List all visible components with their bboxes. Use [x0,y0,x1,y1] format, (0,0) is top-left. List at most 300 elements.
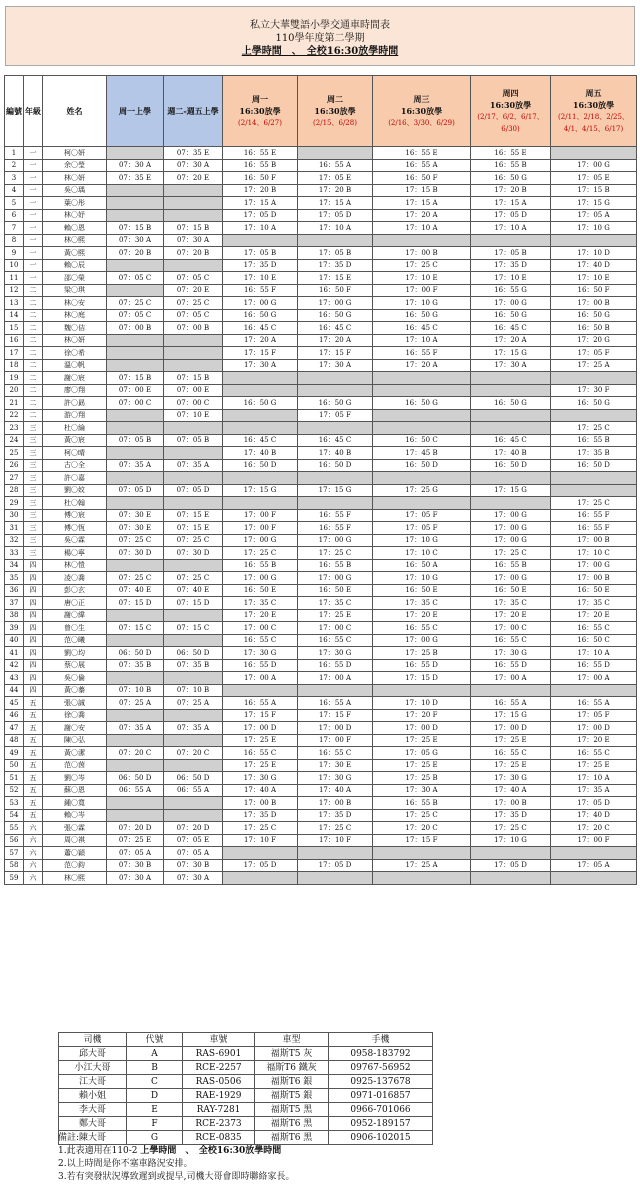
row-grade: 三 [24,534,43,547]
row-tue-fri-am: 06：55 A [164,784,223,797]
row-num: 35 [5,572,24,585]
row-num: 14 [5,309,24,322]
row-name: 許〇嘉 [43,472,107,485]
row-mon-pm [223,684,298,697]
row-tue-fri-am: 07：05 B [164,434,223,447]
row-num: 19 [5,372,24,385]
row-grade: 二 [24,322,43,335]
row-wed-pm: 16：55 D [373,659,471,672]
row-mon-am: 07：25 C [107,572,164,585]
row-thu-pm: 17：10 G [471,834,551,847]
row-tue-fri-am [164,447,223,460]
row-grade: 四 [24,572,43,585]
row-num: 26 [5,459,24,472]
row-mon-am [107,634,164,647]
row-thu-pm: 17：00 D [471,722,551,735]
row-grade: 一 [24,222,43,235]
row-mon-am: 07：40 E [107,584,164,597]
row-tue-pm: 17：05 D [298,209,373,222]
row-grade: 四 [24,584,43,597]
row-tue-pm: 17：25 C [298,822,373,835]
row-mon-am: 07：30 D [107,547,164,560]
row-name: 張〇霖 [43,822,107,835]
row-grade: 三 [24,434,43,447]
row-name: 張〇誠 [43,697,107,710]
col-thu-pm-dates: (2/17、6/2、6/17、6/30) [477,113,544,133]
row-num: 23 [5,422,24,435]
row-name: 賴〇岑 [43,809,107,822]
row-fri-pm: 17：10 G [551,222,637,235]
col-mon-pm-time: 16:30放學 [239,106,281,116]
row-tue-pm: 17：05 E [298,172,373,185]
driver-phone: 09767-56952 [329,1061,433,1075]
table-row [5,422,637,435]
col-tue-fri-am: 週二-週五上學 [164,76,223,147]
row-grade: 五 [24,809,43,822]
row-num: 13 [5,297,24,310]
driver-phone: 0971-016857 [329,1089,433,1103]
row-name: 林〇妍 [43,172,107,185]
row-mon-pm: 17：30 G [223,647,298,660]
row-name: 葉〇彤 [43,197,107,210]
drivers-col-plate: 車號 [183,1033,255,1047]
row-tue-fri-am [164,359,223,372]
row-mon-am: 07：30 E [107,522,164,535]
row-grade: 一 [24,247,43,260]
row-mon-am: 07：30 A [107,872,164,885]
row-mon-pm: 16：50 D [223,459,298,472]
row-mon-pm: 17：30 A [223,359,298,372]
row-num: 10 [5,259,24,272]
row-grade: 三 [24,522,43,535]
row-mon-am: 07：10 B [107,684,164,697]
driver-row [59,1117,433,1131]
row-grade: 六 [24,834,43,847]
table-row [5,597,637,610]
row-mon-pm: 17：10 A [223,222,298,235]
row-mon-pm [223,497,298,510]
document-subtitle: 110學年度第二學期 [275,33,365,44]
row-mon-am [107,734,164,747]
row-grade: 二 [24,347,43,360]
row-num: 22 [5,409,24,422]
row-wed-pm: 17：25 G [373,484,471,497]
row-mon-am [107,334,164,347]
row-tue-fri-am: 07：15 D [164,597,223,610]
row-tue-pm: 17：25 C [298,547,373,560]
row-fri-pm: 16：55 F [551,509,637,522]
driver-code: A [127,1047,183,1061]
row-num: 32 [5,534,24,547]
row-mon-pm: 17：20 A [223,334,298,347]
row-mon-am [107,497,164,510]
row-wed-pm: 16：55 A [373,159,471,172]
row-name: 劉〇岑 [43,772,107,785]
row-name: 游〇翔 [43,409,107,422]
row-tue-pm: 17：35 D [298,259,373,272]
row-wed-pm: 17：25 C [373,809,471,822]
row-tue-pm: 16：45 C [298,322,373,335]
row-wed-pm: 17：20 F [373,709,471,722]
row-mon-pm: 16：55 C [223,634,298,647]
row-mon-pm: 17：00 C [223,622,298,635]
row-fri-pm [551,684,637,697]
row-tue-pm: 17：00 G [298,297,373,310]
col-wed-pm-label: 周三 [413,94,430,104]
table-row [5,347,637,360]
row-wed-pm [373,372,471,385]
row-tue-pm: 17：10 A [298,222,373,235]
row-num: 24 [5,434,24,447]
row-num: 57 [5,847,24,860]
row-mon-am: 07：30 B [107,859,164,872]
row-tue-pm: 17：30 G [298,647,373,660]
row-grade: 一 [24,259,43,272]
document-scope: 上學時間 、 全校16:30放學時間 [241,46,399,57]
row-tue-fri-am: 07：35 B [164,659,223,672]
row-wed-pm [373,234,471,247]
col-num: 編號 [5,76,24,147]
driver-name: 小江大哥 [59,1061,127,1075]
row-mon-am: 07：05 D [107,484,164,497]
driver-code: F [127,1117,183,1131]
drivers-table [58,1032,433,1145]
driver-name: 鄭大哥 [59,1117,127,1131]
row-fri-pm: 17：20 G [551,334,637,347]
row-num: 53 [5,797,24,810]
row-mon-am [107,147,164,160]
row-tue-pm: 17：40 A [298,784,373,797]
driver-phone: 0966-701066 [329,1103,433,1117]
row-mon-pm: 16：45 C [223,322,298,335]
row-thu-pm: 17：30 G [471,772,551,785]
row-mon-pm [223,847,298,860]
row-wed-pm [373,684,471,697]
row-wed-pm: 17：00 F [373,284,471,297]
driver-name: 李大哥 [59,1103,127,1117]
row-fri-pm: 17：15 B [551,184,637,197]
row-name: 杜〇翰 [43,497,107,510]
row-grade: 五 [24,697,43,710]
row-mon-am: 07：20 D [107,822,164,835]
row-mon-am: 07：30 E [107,509,164,522]
document-title: 私立大華雙語小學交通車時間表 [250,20,390,31]
row-mon-pm: 17：25 C [223,822,298,835]
row-fri-pm: 16：50 C [551,634,637,647]
row-tue-fri-am [164,809,223,822]
row-grade: 二 [24,372,43,385]
row-thu-pm [471,372,551,385]
table-row [5,622,637,635]
row-tue-fri-am [164,634,223,647]
row-thu-pm [471,234,551,247]
row-tue-fri-am: 07：35 A [164,459,223,472]
row-tue-pm [298,422,373,435]
row-tue-fri-am: 06：50 D [164,772,223,785]
table-row [5,659,637,672]
row-num: 34 [5,559,24,572]
row-tue-pm [298,847,373,860]
drivers-header-row [59,1033,433,1047]
drivers-col-driver: 司機 [59,1033,127,1047]
row-name: 黃〇宸 [43,434,107,447]
schedule-body [5,147,637,885]
row-name: 邵〇榮 [43,272,107,285]
table-row [5,322,637,335]
row-fri-pm: 16：55 A [551,697,637,710]
row-name: 曾〇生 [43,622,107,635]
row-mon-pm: 17：15 F [223,709,298,722]
row-fri-pm [551,472,637,485]
col-tue-pm [298,76,373,147]
row-num: 48 [5,734,24,747]
row-grade: 六 [24,872,43,885]
row-wed-pm: 17：20 A [373,359,471,372]
row-grade: 一 [24,147,43,160]
row-fri-pm: 17：20 E [551,734,637,747]
row-wed-pm: 16：55 F [373,347,471,360]
row-mon-am [107,609,164,622]
driver-code: C [127,1075,183,1089]
row-name: 蘇〇恩 [43,784,107,797]
row-tue-fri-am: 07：30 A [164,234,223,247]
row-mon-am: 07：15 B [107,372,164,385]
row-grade: 二 [24,297,43,310]
table-row [5,497,637,510]
row-thu-pm: 16：55 C [471,747,551,760]
driver-code: B [127,1061,183,1075]
row-mon-am: 06：55 A [107,784,164,797]
row-grade: 五 [24,784,43,797]
row-mon-am: 07：05 B [107,434,164,447]
table-row [5,722,637,735]
row-thu-pm [471,847,551,860]
row-name: 賴〇恩 [43,222,107,235]
col-thu-pm [471,76,551,147]
driver-name: 賴小姐 [59,1089,127,1103]
row-tue-pm: 16：55 A [298,697,373,710]
row-mon-am [107,559,164,572]
driver-phone: 0952-189157 [329,1117,433,1131]
row-fri-pm [551,872,637,885]
table-row [5,834,637,847]
row-mon-pm [223,372,298,385]
driver-row [59,1075,433,1089]
table-row [5,384,637,397]
row-grade: 五 [24,709,43,722]
row-tue-fri-am: 07：25 C [164,572,223,585]
row-wed-pm: 17：10 C [373,547,471,560]
driver-model: 福斯T6 鐵灰 [255,1061,329,1075]
row-fri-pm: 17：20 C [551,822,637,835]
schedule-table [4,75,637,885]
table-row [5,572,637,585]
col-tue-pm-time: 16:30放學 [314,106,356,116]
row-num: 46 [5,709,24,722]
row-grade: 五 [24,747,43,760]
row-grade: 二 [24,284,43,297]
row-num: 59 [5,872,24,885]
table-row [5,159,637,172]
driver-name: 邱大哥 [59,1047,127,1061]
row-thu-pm: 16：55 A [471,697,551,710]
row-name: 蔡〇展 [43,659,107,672]
driver-row [59,1047,433,1061]
row-grade: 三 [24,459,43,472]
notes-section [58,1132,628,1184]
row-mon-pm: 16：50 G [223,309,298,322]
row-fri-pm: 17：05 D [551,797,637,810]
row-wed-pm [373,847,471,860]
row-mon-pm: 16：55 B [223,159,298,172]
row-wed-pm: 17：25 B [373,772,471,785]
driver-code: E [127,1103,183,1117]
row-thu-pm: 16：55 B [471,159,551,172]
table-row [5,709,637,722]
table-row [5,797,637,810]
row-wed-pm: 17：10 G [373,297,471,310]
table-row [5,472,637,485]
row-tue-fri-am: 07：30 D [164,547,223,560]
row-tue-pm: 17：15 G [298,484,373,497]
row-mon-am: 07：00 E [107,384,164,397]
row-wed-pm: 17：30 A [373,784,471,797]
driver-row [59,1103,433,1117]
row-mon-am: 07：30 A [107,159,164,172]
row-tue-fri-am: 07：15 B [164,222,223,235]
table-row [5,297,637,310]
row-mon-am: 07：35 E [107,172,164,185]
drivers-col-model: 車型 [255,1033,329,1047]
row-tue-fri-am [164,259,223,272]
row-mon-am [107,284,164,297]
row-fri-pm: 16：55 B [551,434,637,447]
row-tue-pm: 16：50 F [298,284,373,297]
table-row [5,172,637,185]
row-grade: 二 [24,409,43,422]
row-thu-pm: 17：20 E [471,609,551,622]
row-thu-pm: 17：00 G [471,572,551,585]
row-tue-fri-am: 07：20 E [164,284,223,297]
table-row [5,234,637,247]
row-num: 49 [5,747,24,760]
row-tue-pm: 16：55 F [298,522,373,535]
row-fri-pm: 17：05 A [551,859,637,872]
row-name: 傅〇宸 [43,509,107,522]
row-name: 陳〇弘 [43,734,107,747]
row-num: 42 [5,659,24,672]
row-tue-pm: 17：00 G [298,572,373,585]
row-name: 楊〇寧 [43,547,107,560]
table-row [5,359,637,372]
row-num: 47 [5,722,24,735]
row-tue-pm: 17：30 E [298,759,373,772]
driver-plate: RCE-0835 [183,1131,255,1145]
row-tue-fri-am [164,559,223,572]
row-name: 謝〇宸 [43,372,107,385]
row-fri-pm: 17：10 A [551,647,637,660]
row-fri-pm: 17：10 C [551,547,637,560]
driver-model: 福斯T5 銀 [255,1089,329,1103]
row-tue-pm: 17：05 B [298,247,373,260]
row-num: 41 [5,647,24,660]
row-mon-am: 07：35 A [107,722,164,735]
row-tue-pm: 16：45 C [298,434,373,447]
row-thu-pm: 17：10 E [471,272,551,285]
row-tue-fri-am: 06：50 D [164,647,223,660]
row-num: 27 [5,472,24,485]
row-mon-pm: 17：00 B [223,797,298,810]
row-mon-pm: 17：00 F [223,509,298,522]
row-num: 28 [5,484,24,497]
row-tue-pm: 16：55 A [298,159,373,172]
row-name: 余〇瑩 [43,159,107,172]
row-tue-fri-am: 07：00 E [164,384,223,397]
row-tue-fri-am: 07：25 C [164,534,223,547]
row-num: 21 [5,397,24,410]
row-num: 9 [5,247,24,260]
row-tue-pm [298,684,373,697]
row-num: 8 [5,234,24,247]
row-fri-pm: 16：50 F [551,284,637,297]
row-num: 39 [5,622,24,635]
row-num: 58 [5,859,24,872]
col-fri-pm-label: 周五 [585,88,602,98]
row-tue-fri-am: 07：05 D [164,484,223,497]
row-tue-pm: 17：35 D [298,809,373,822]
row-thu-pm: 17：25 C [471,547,551,560]
row-mon-pm: 16：45 C [223,434,298,447]
row-mon-pm: 17：00 G [223,297,298,310]
row-grade: 四 [24,684,43,697]
row-wed-pm: 17：25 E [373,759,471,772]
row-tue-fri-am: 07：15 E [164,522,223,535]
row-thu-pm: 16：50 G [471,397,551,410]
row-tue-fri-am: 07：10 B [164,684,223,697]
row-wed-pm: 17：15 A [373,197,471,210]
row-mon-am: 07：15 D [107,597,164,610]
schedule-header-row [5,76,637,147]
row-fri-pm: 16：55 C [551,622,637,635]
row-mon-pm: 16：55 E [223,147,298,160]
table-row [5,209,637,222]
col-tue-pm-label: 周二 [327,94,343,104]
row-grade: 四 [24,659,43,672]
table-row [5,334,637,347]
row-num: 11 [5,272,24,285]
row-thu-pm: 17：15 G [471,484,551,497]
row-thu-pm: 16：55 B [471,559,551,572]
row-mon-am: 07：20 C [107,747,164,760]
table-row [5,634,637,647]
row-thu-pm: 17：05 D [471,209,551,222]
driver-model: 福斯T6 黑 [255,1131,329,1145]
row-wed-pm: 17：10 G [373,572,471,585]
row-tue-pm: 16：55 D [298,659,373,672]
row-thu-pm [471,422,551,435]
row-fri-pm: 17：05 F [551,709,637,722]
row-num: 1 [5,147,24,160]
table-row [5,309,637,322]
row-thu-pm: 17：15 A [471,197,551,210]
row-wed-pm: 17：00 B [373,247,471,260]
row-wed-pm: 16：55 B [373,797,471,810]
row-tue-pm [298,147,373,160]
drivers-body [59,1047,433,1145]
table-row [5,859,637,872]
driver-row [59,1061,433,1075]
note-2: 2.以上時間是你不塞車路況安排。 [58,1159,193,1169]
